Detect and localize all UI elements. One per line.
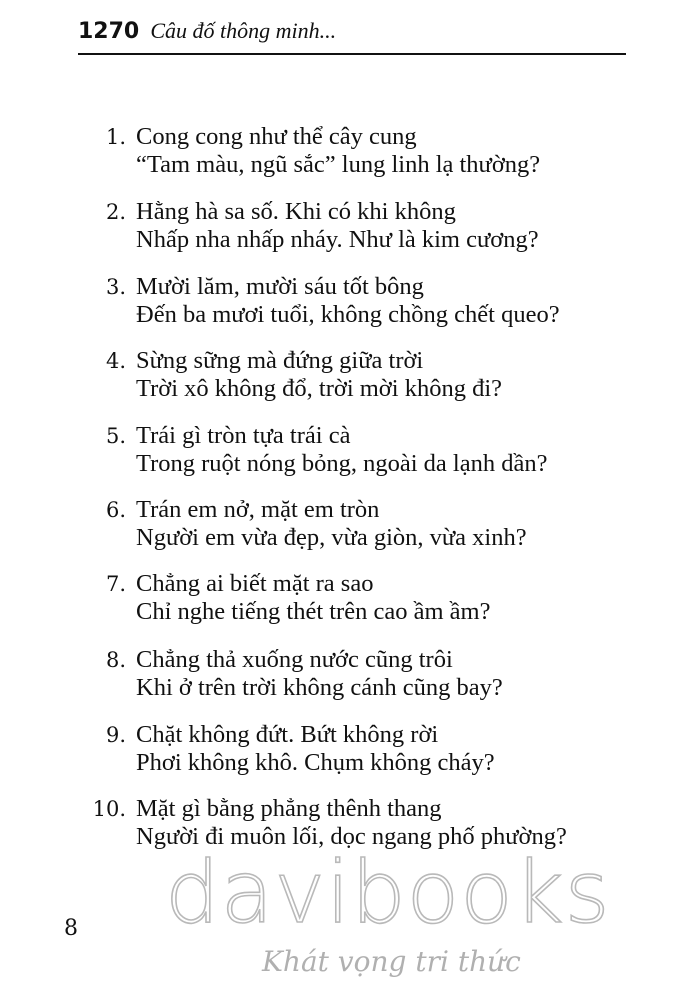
- book-number: 1270: [78, 19, 140, 44]
- watermark-tagline: Khát vọng tri thức: [262, 945, 521, 978]
- riddle-item: [74, 645, 634, 707]
- riddle-line-1: Chẳng ai biết mặt ra sao: [136, 570, 374, 597]
- riddle-item: [74, 569, 634, 631]
- riddle-number: 3.: [105, 275, 126, 299]
- riddle-number: 4.: [105, 349, 126, 373]
- riddle-line-2: Người đi muôn lối, dọc ngang phố phường?: [136, 823, 567, 850]
- riddle-number: 7.: [105, 572, 126, 596]
- riddle-item: [74, 122, 634, 184]
- riddle-line-1: Hằng hà sa số. Khi có khi không: [136, 198, 456, 225]
- riddle-line-1: Trái gì tròn tựa trái cà: [136, 422, 351, 449]
- riddle-number: 8.: [105, 648, 126, 672]
- riddle-line-2: Trời xô không đổ, trời mời không đi?: [136, 375, 503, 402]
- page-number: 8: [64, 916, 78, 941]
- davibooks-watermark-logo: davibooks: [165, 843, 611, 943]
- riddle-line-1: Sừng sững mà đứng giữa trời: [136, 347, 424, 374]
- header-rule: [78, 53, 626, 55]
- riddle-line-1: Mười lăm, mười sáu tốt bông: [136, 273, 424, 300]
- riddle-line-2: Nhấp nha nhấp nháy. Như là kim cương?: [136, 226, 539, 253]
- riddle-line-1: Trán em nở, mặt em tròn: [136, 496, 380, 523]
- riddle-item: [74, 720, 634, 782]
- riddle-line-2: Trong ruột nóng bỏng, ngoài da lạnh dần?: [136, 450, 548, 477]
- riddle-number: 6.: [105, 498, 126, 522]
- riddle-item: [74, 495, 634, 557]
- riddle-number: 9.: [105, 723, 126, 747]
- book-title: Câu đố thông minh...: [150, 18, 337, 43]
- riddle-line-2: “Tam màu, ngũ sắc” lung linh lạ thường?: [136, 151, 541, 178]
- riddle-number: 1.: [105, 125, 126, 149]
- riddle-line-1: Chẳng thả xuống nước cũng trôi: [136, 646, 453, 673]
- riddle-number: 10.: [92, 797, 126, 821]
- riddle-line-2: Chỉ nghe tiếng thét trên cao ầm ầm?: [136, 598, 491, 625]
- riddle-line-2: Phơi không khô. Chụm không cháy?: [136, 749, 495, 776]
- riddle-item: [74, 421, 634, 483]
- riddle-line-1: Chặt không đứt. Bứt không rời: [136, 721, 439, 748]
- riddle-line-2: Đến ba mươi tuổi, không chồng chết queo?: [136, 301, 560, 328]
- riddle-line-2: Khi ở trên trời không cánh cũng bay?: [136, 674, 503, 701]
- riddle-number: 5.: [105, 424, 126, 448]
- riddle-line-1: Mặt gì bằng phẳng thênh thang: [136, 795, 442, 822]
- riddle-line-1: Cong cong như thể cây cung: [136, 123, 417, 150]
- riddle-item: [74, 197, 634, 259]
- riddle-item: [74, 272, 634, 334]
- riddle-number: 2.: [105, 200, 126, 224]
- riddle-item: [74, 346, 634, 408]
- running-header: [78, 18, 626, 56]
- riddle-line-2: Người em vừa đẹp, vừa giòn, vừa xinh?: [136, 524, 527, 551]
